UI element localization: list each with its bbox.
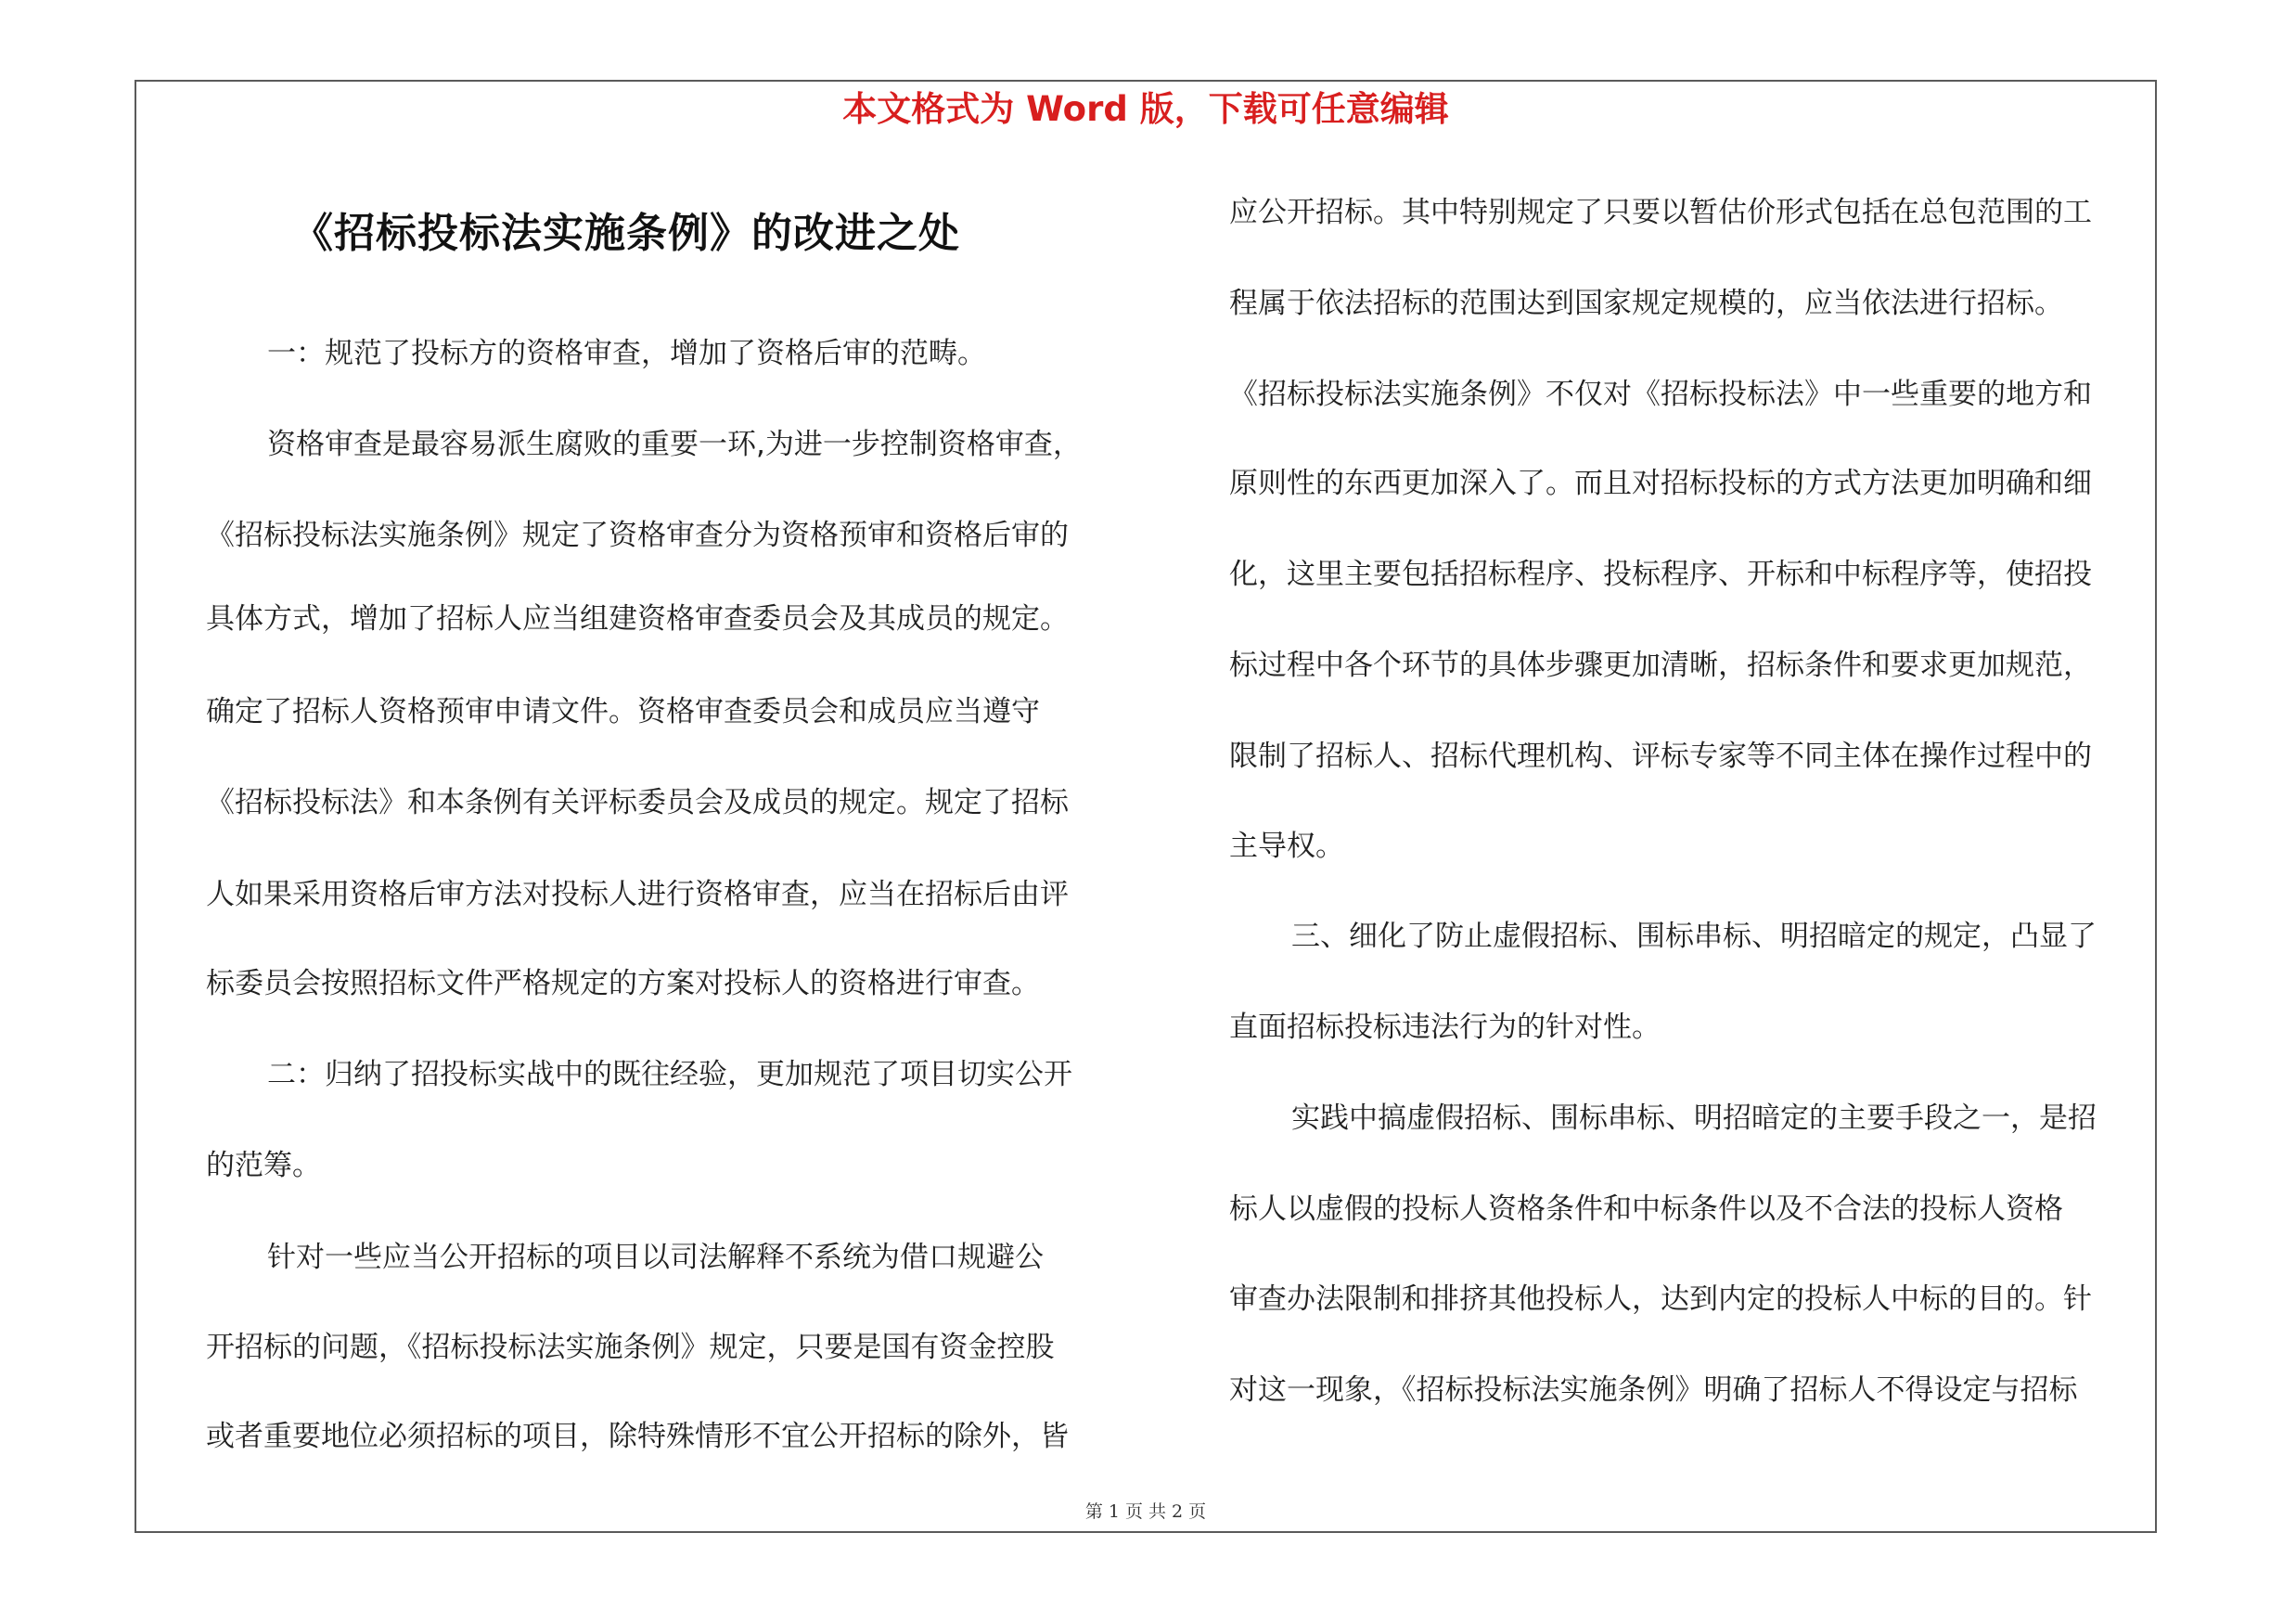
paragraph-line: 或者重要地位必须招标的项目，除特殊情形不宜公开招标的除外，皆	[206, 1420, 1069, 1453]
paragraph-heading: 一：规范了投标方的资格审查，增加了资格后审的范畴。	[267, 337, 986, 370]
paragraph-line: 的范筹。	[206, 1149, 321, 1182]
paragraph-line: 《招标投标法》和本条例有关评标委员会及成员的规定。规定了招标	[206, 786, 1069, 819]
paragraph-line: 具体方式，增加了招标人应当组建资格审查委员会及其成员的规定。	[206, 602, 1069, 636]
paragraph-heading: 三、细化了防止虚假招标、围标串标、明招暗定的规定，凸显了	[1291, 920, 2097, 953]
paragraph-line: 程属于依法招标的范围达到国家规定规模的，应当依法进行招标。	[1229, 287, 2063, 320]
paragraph-line: 标过程中各个环节的具体步骤更加清晰，招标条件和要求更加规范，	[1229, 649, 2092, 682]
word-format-banner: 本文格式为 Word 版，下载可任意编辑	[842, 89, 1449, 129]
paragraph-line: 开招标的问题，《招标投标法实施条例》规定，只要是国有资金控股	[206, 1331, 1055, 1364]
paragraph-line: 直面招标投标违法行为的针对性。	[1229, 1011, 1661, 1044]
paragraph-line: 标委员会按照招标文件严格规定的方案对投标人的资格进行审查。	[206, 967, 1040, 1000]
paragraph-line: 标人以虚假的投标人资格条件和中标条件以及不合法的投标人资格	[1229, 1192, 2063, 1226]
paragraph-line: 应公开招标。其中特别规定了只要以暂估价形式包括在总包范围的工	[1229, 196, 2092, 229]
paragraph-line: 审查办法限制和排挤其他投标人，达到内定的投标人中标的目的。针	[1229, 1282, 2092, 1316]
paragraph-line: 人如果采用资格后审方法对投标人进行资格审查，应当在招标后由评	[206, 878, 1069, 911]
paragraph-line: 针对一些应当公开招标的项目以司法解释不系统为借口规避公	[267, 1241, 1044, 1274]
paragraph-line: 《招标投标法实施条例》规定了资格审查分为资格预审和资格后审的	[206, 519, 1069, 552]
paragraph-line: 确定了招标人资格预审申请文件。资格审查委员会和成员应当遵守	[206, 695, 1040, 728]
paragraph-line: 《招标投标法实施条例》不仅对《招标投标法》中一些重要的地方和	[1229, 378, 2092, 411]
paragraph-line: 主导权。	[1229, 830, 1344, 863]
paragraph-line: 实践中搞虚假招标、围标串标、明招暗定的主要手段之一，是招	[1291, 1101, 2097, 1135]
paragraph-line: 原则性的东西更加深入了。而且对招标投标的方式方法更加明确和细	[1229, 467, 2092, 500]
paragraph-line: 化，这里主要包括招标程序、投标程序、开标和中标程序等，使招投	[1229, 558, 2092, 591]
page-number-footer: 第 1 页 共 2 页	[1084, 1501, 1207, 1522]
document-title: 《招标投标法实施条例》的改进之处	[292, 210, 960, 257]
paragraph-line: 限制了招标人、招标代理机构、评标专家等不同主体在操作过程中的	[1229, 740, 2092, 773]
paragraph-line: 资格审查是最容易派生腐败的重要一环,为进一步控制资格审查，	[267, 428, 1082, 461]
paragraph-line: 对这一现象，《招标投标法实施条例》明确了招标人不得设定与招标	[1229, 1373, 2078, 1407]
paragraph-heading: 二：归纳了招投标实战中的既往经验，更加规范了项目切实公开	[267, 1058, 1072, 1091]
